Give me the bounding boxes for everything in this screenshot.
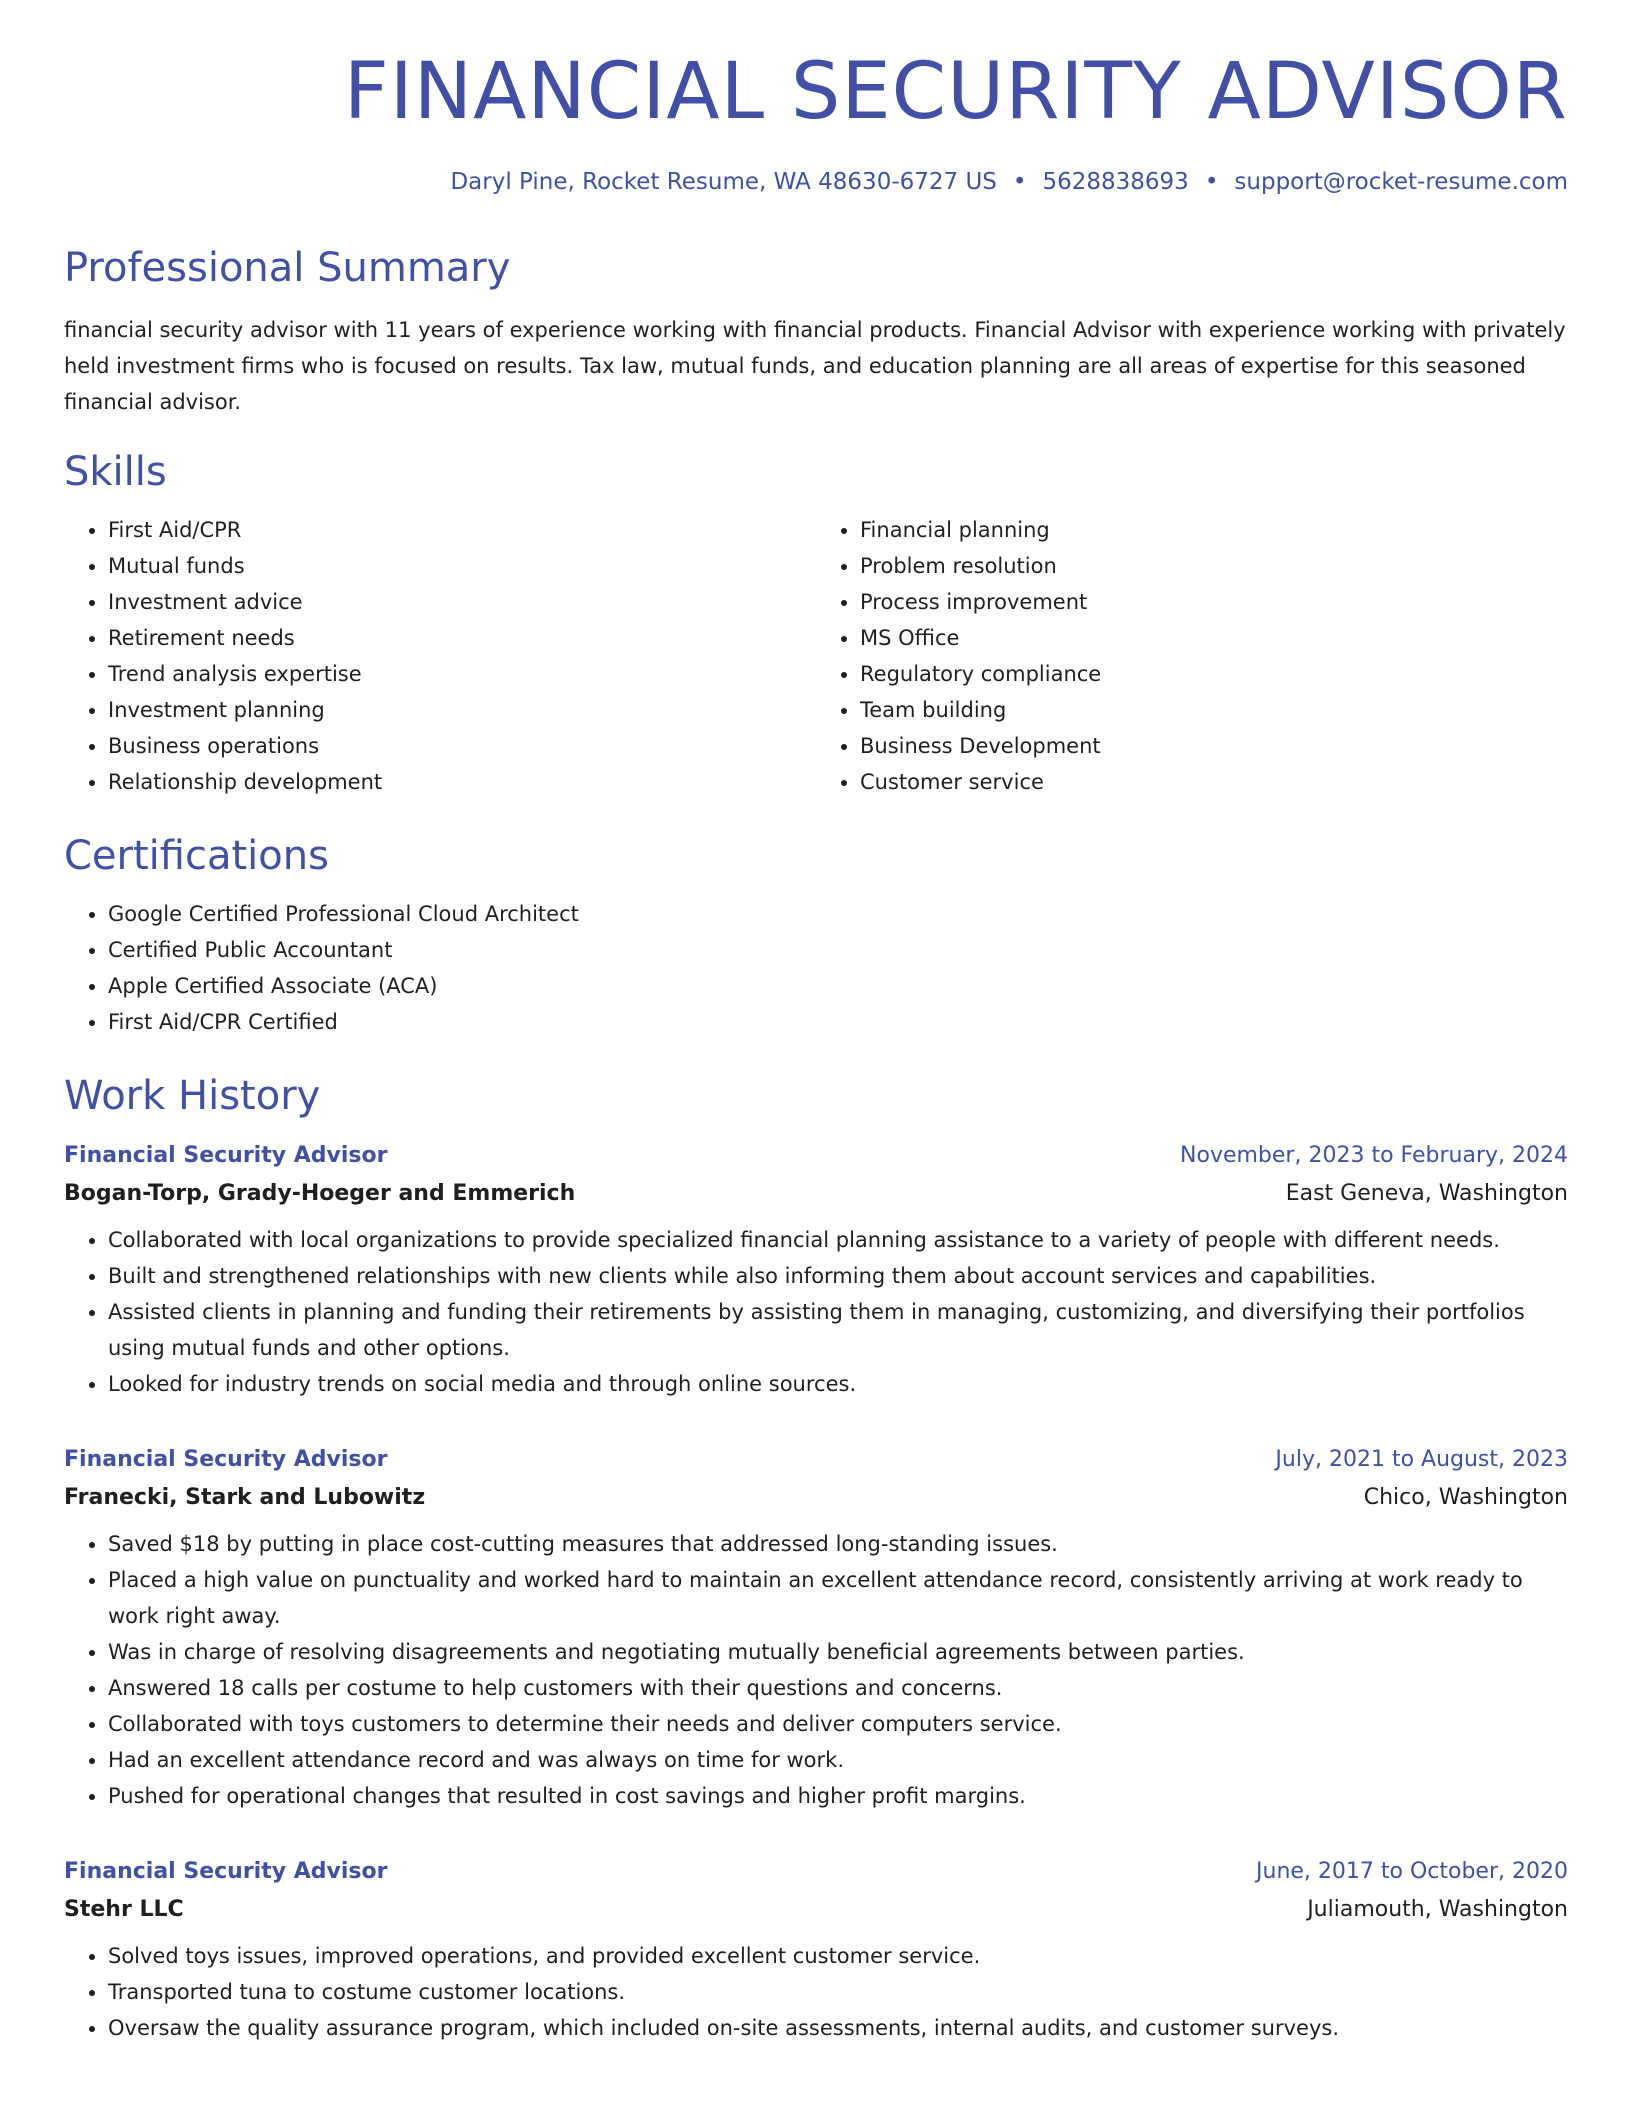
- skill-item: • Relationship development: [108, 764, 816, 800]
- summary-text: financial security advisor with 11 years of experience working with financial products. Financial Advisor with experience working with privately held investment firms who is focused on results. Tax law, mutual funds, and education planning are all areas of expertise for this seasoned financial advisor.: [64, 317, 1566, 414]
- skill-item: • Customer service: [860, 764, 1568, 800]
- certifications-list: [64, 896, 1568, 1040]
- job-company: Bogan-Torp, Grady-Hoeger and Emmerich: [64, 1180, 576, 1206]
- skill-item: • Trend analysis expertise: [108, 656, 816, 692]
- contact-email: support@rocket-resume.com: [1234, 168, 1568, 195]
- job-dates: November, 2023 to February, 2024: [1180, 1142, 1568, 1168]
- skill-item: • Business operations: [108, 728, 816, 764]
- certification-item: • Google Certified Professional Cloud Architect: [108, 896, 1568, 932]
- certification-item: • Certified Public Accountant: [108, 932, 1568, 968]
- skill-item: • Process improvement: [860, 584, 1568, 620]
- skill-item: • First Aid/CPR: [108, 512, 816, 548]
- skill-item: • Mutual funds: [108, 548, 816, 584]
- certifications-heading: Certifications: [64, 832, 329, 879]
- job-location: Juliamouth, Washington: [1307, 1896, 1568, 1922]
- job-bullets: [64, 1526, 1568, 1814]
- job-entry: [64, 1142, 1568, 1402]
- skills-grid: [64, 512, 1568, 800]
- job-title-row: [64, 1142, 1568, 1170]
- skill-item: • Retirement needs: [108, 620, 816, 656]
- job-title: Financial Security Advisor: [64, 1858, 388, 1884]
- job-bullet: • Oversaw the quality assurance program, which included on-site assessments, internal audits, and customer surveys.: [108, 2010, 1568, 2046]
- skills-heading: Skills: [64, 448, 167, 495]
- job-bullet: • Pushed for operational changes that resulted in cost savings and higher profit margins.: [108, 1778, 1568, 1814]
- job-bullet: • Collaborated with local organizations to provide specialized financial planning assistance to a variety of people with different needs.: [108, 1222, 1568, 1258]
- job-bullet: • Looked for industry trends on social media and through online sources.: [108, 1366, 1568, 1402]
- job-company-row: [64, 1896, 1568, 1924]
- job-location: East Geneva, Washington: [1285, 1180, 1568, 1206]
- skill-item: • MS Office: [860, 620, 1568, 656]
- skills-left-column: [64, 512, 816, 800]
- skill-item: • Investment planning: [108, 692, 816, 728]
- job-entry: [64, 1858, 1568, 2046]
- certification-item: • First Aid/CPR Certified: [108, 1004, 1568, 1040]
- contact-address: Daryl Pine, Rocket Resume, WA 48630-6727 US: [450, 168, 997, 195]
- job-bullet: • Transported tuna to costume customer locations.: [108, 1974, 1568, 2010]
- job-bullets: [64, 1222, 1568, 1402]
- job-bullet: • Saved $18 by putting in place cost-cutting measures that addressed long-standing issues.: [108, 1526, 1568, 1562]
- job-dates: June, 2017 to October, 2020: [1256, 1858, 1568, 1884]
- job-company-row: [64, 1484, 1568, 1512]
- contact-line: [64, 168, 1568, 198]
- contact-phone: 5628838693: [1042, 168, 1189, 195]
- job-bullet: • Assisted clients in planning and funding their retirements by assisting them in managing, customizing, and diversifying their portfolios using mutual funds and other options.: [108, 1294, 1568, 1366]
- job-company: Stehr LLC: [64, 1896, 184, 1922]
- job-title: Financial Security Advisor: [64, 1142, 388, 1168]
- skill-item: • Investment advice: [108, 584, 816, 620]
- skill-item: • Problem resolution: [860, 548, 1568, 584]
- contact-separator: •: [1204, 168, 1219, 195]
- job-bullet: • Was in charge of resolving disagreements and negotiating mutually beneficial agreements between parties.: [108, 1634, 1568, 1670]
- job-bullet: • Had an excellent attendance record and was always on time for work.: [108, 1742, 1568, 1778]
- skills-right-column: [816, 512, 1568, 800]
- work-history-heading: Work History: [64, 1072, 321, 1119]
- job-entry: [64, 1446, 1568, 1814]
- resume-name: FINANCIAL SECURITY ADVISOR: [343, 47, 1568, 137]
- job-title: Financial Security Advisor: [64, 1446, 388, 1472]
- job-dates: July, 2021 to August, 2023: [1275, 1446, 1568, 1472]
- job-title-row: [64, 1446, 1568, 1474]
- job-company-row: [64, 1180, 1568, 1208]
- job-company: Franecki, Stark and Lubowitz: [64, 1484, 426, 1510]
- job-bullet: • Collaborated with toys customers to determine their needs and deliver computers service.: [108, 1706, 1568, 1742]
- skill-item: • Team building: [860, 692, 1568, 728]
- job-bullet: • Built and strengthened relationships with new clients while also informing them about account services and capabilities.: [108, 1258, 1568, 1294]
- job-location: Chico, Washington: [1363, 1484, 1568, 1510]
- job-bullets: [64, 1938, 1568, 2046]
- skill-item: • Regulatory compliance: [860, 656, 1568, 692]
- summary-heading: Professional Summary: [64, 244, 511, 291]
- job-bullet: • Solved toys issues, improved operations, and provided excellent customer service.: [108, 1938, 1568, 1974]
- certification-item: • Apple Certified Associate (ACA): [108, 968, 1568, 1004]
- job-bullet: • Placed a high value on punctuality and worked hard to maintain an excellent attendance record, consistently arriving at work ready to work right away.: [108, 1562, 1568, 1634]
- skill-item: • Business Development: [860, 728, 1568, 764]
- resume-header: [64, 47, 1568, 198]
- job-bullet: • Answered 18 calls per costume to help customers with their questions and concerns.: [108, 1670, 1568, 1706]
- job-title-row: [64, 1858, 1568, 1886]
- skill-item: • Financial planning: [860, 512, 1568, 548]
- contact-separator: •: [1012, 168, 1027, 195]
